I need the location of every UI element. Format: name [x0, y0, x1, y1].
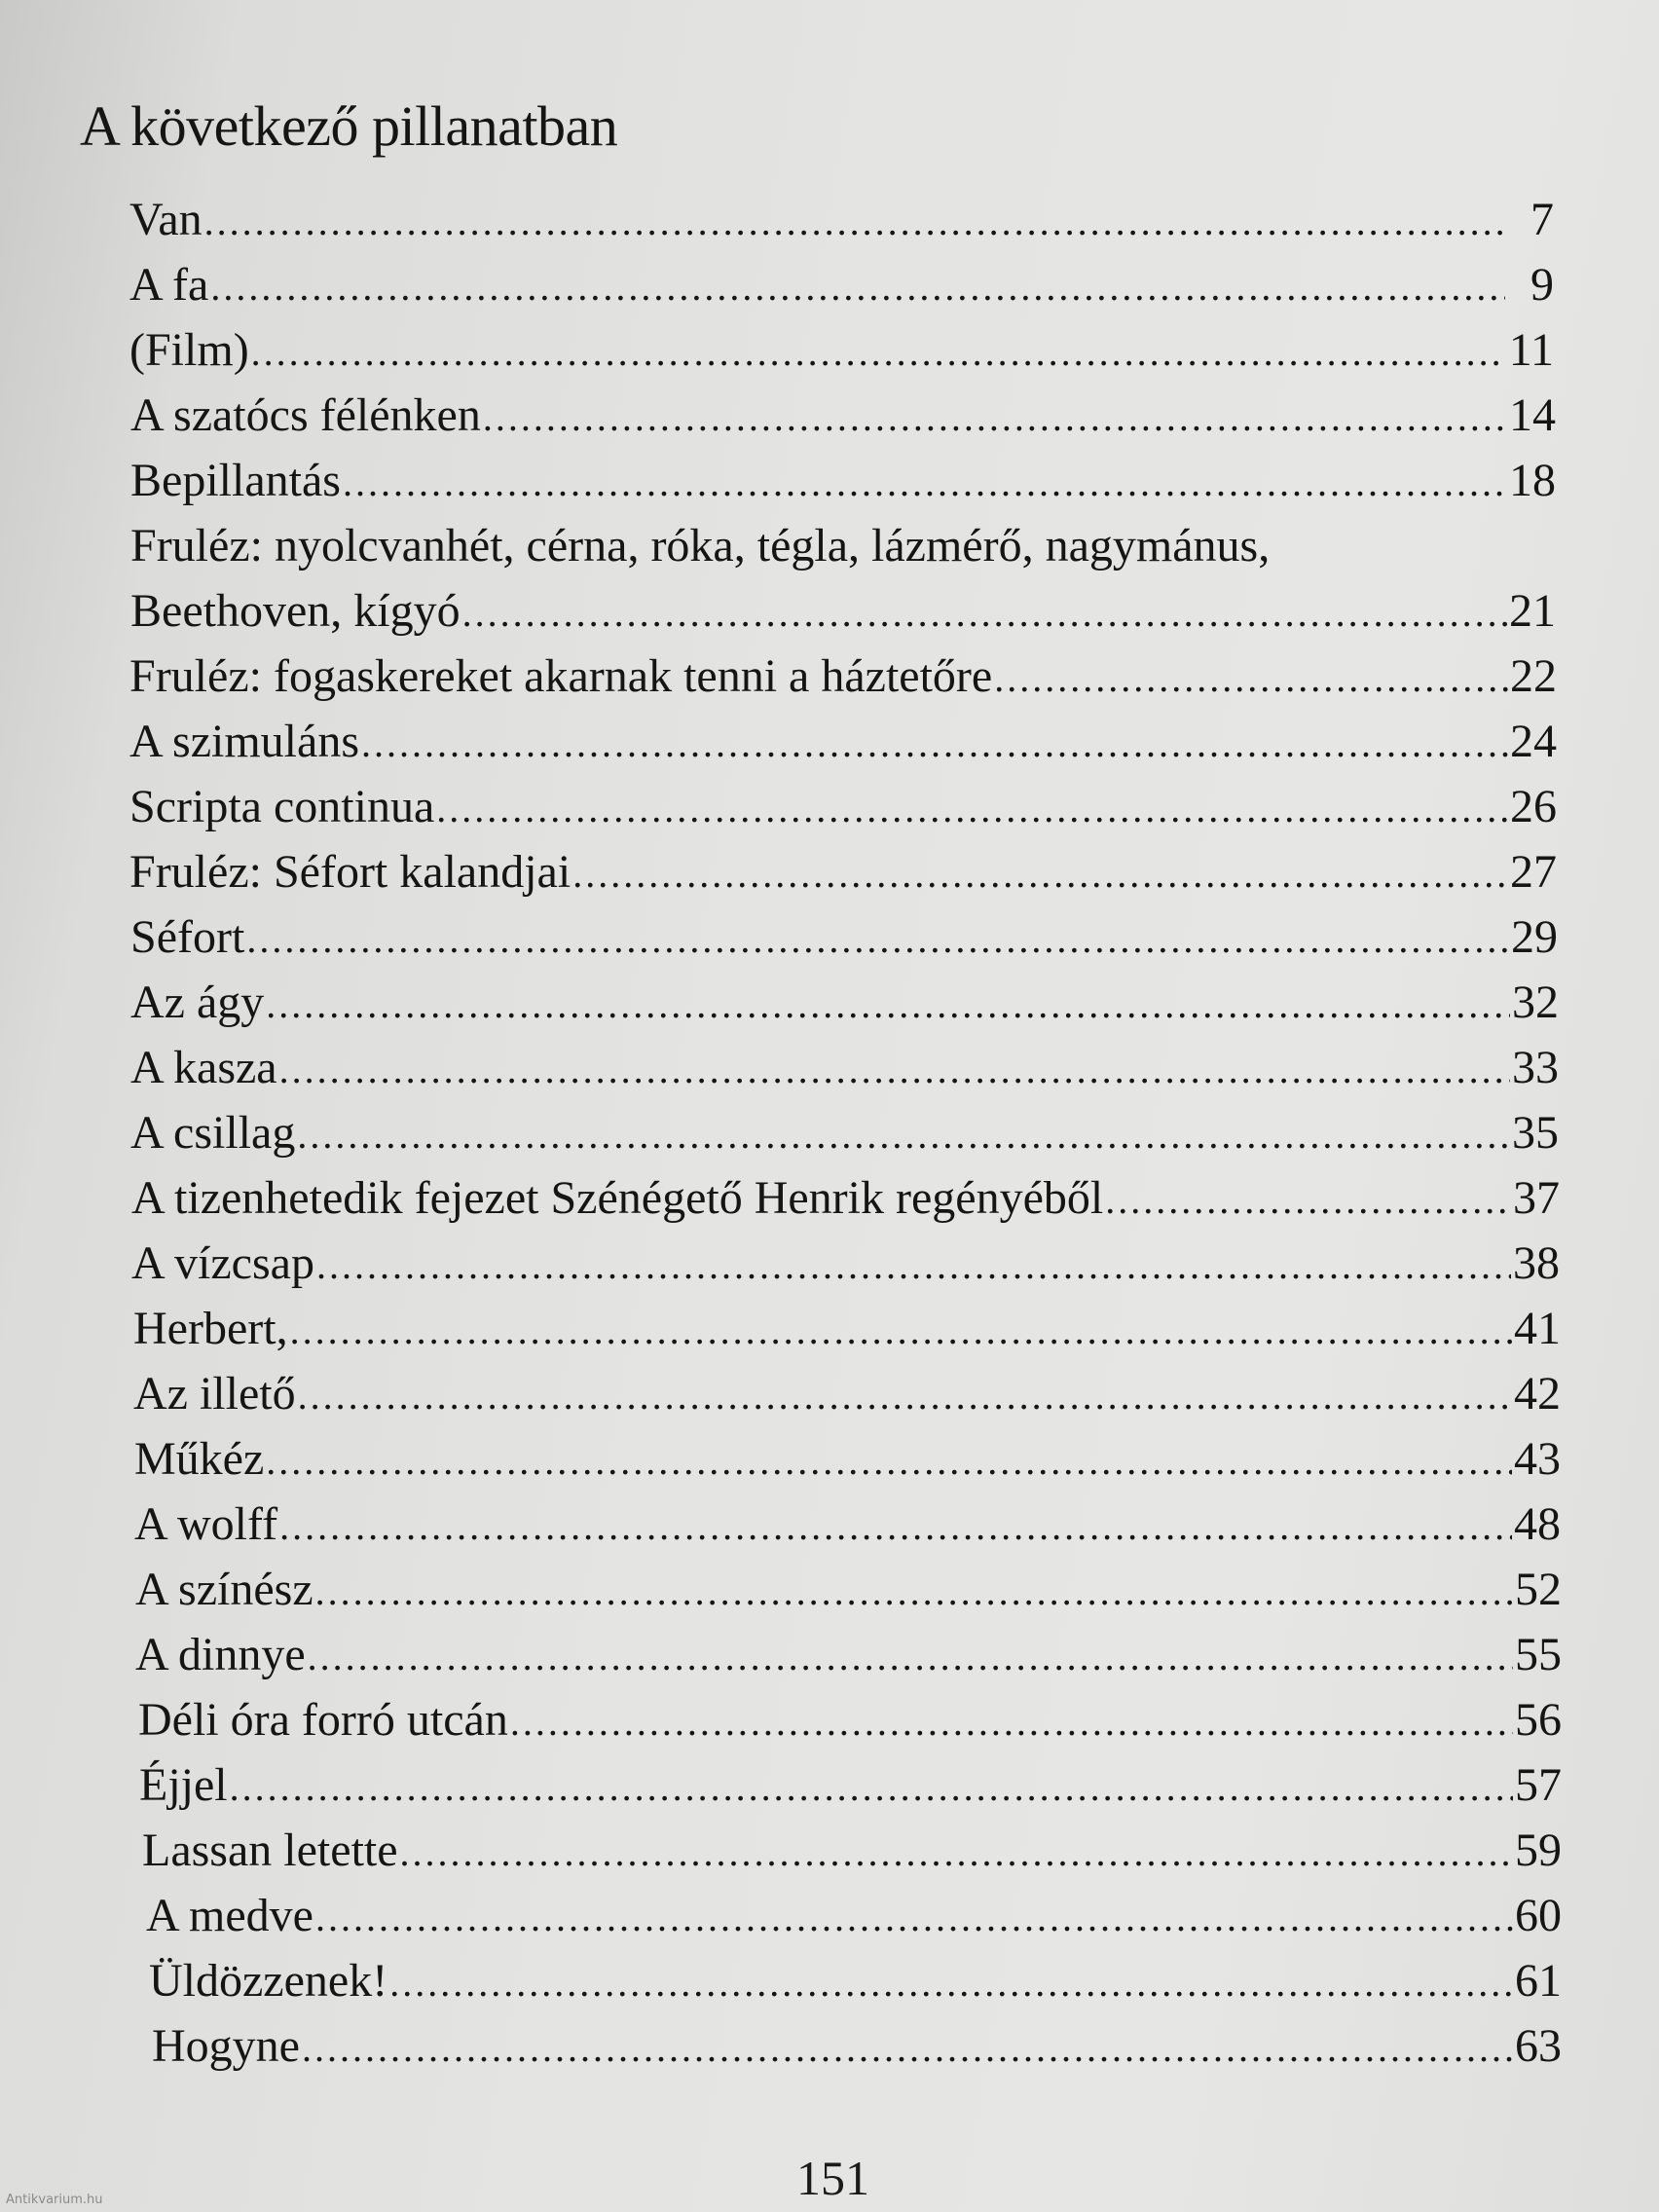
toc-entry — [130, 908, 1558, 967]
dot-leader — [436, 780, 1508, 838]
toc-entry-page: 61 — [1515, 1955, 1562, 2007]
toc-entry-title: A tizenhetedik fejezet Szénégető Henrik regényéből — [131, 1172, 1104, 1224]
toc-entry-page: 56 — [1515, 1694, 1562, 1746]
dot-leader — [994, 649, 1508, 708]
toc-entry-title-first-line: Fruléz: nyolcvanhét, cérna, róka, tégla, lázmérő, nagymánus, — [130, 520, 1271, 571]
toc-entry — [129, 191, 1554, 249]
dot-leader — [361, 715, 1508, 773]
toc-entry-page: 14 — [1509, 389, 1556, 441]
toc-entry — [130, 1039, 1559, 1097]
toc-entry-page: 29 — [1511, 911, 1558, 963]
dot-leader — [298, 1367, 1512, 1425]
dot-leader — [1105, 1171, 1511, 1230]
toc-entry-page: 18 — [1509, 455, 1556, 506]
toc-entry — [135, 1561, 1562, 1619]
toc-entry-title: Az illető — [133, 1368, 296, 1419]
toc-entry — [134, 1495, 1561, 1554]
toc-entry — [138, 1691, 1562, 1750]
toc-entry-title: Fruléz: fogaskereket akarnak tenni a háztetőre — [129, 650, 993, 702]
toc-entry-title: A fa — [129, 259, 209, 311]
dot-leader — [315, 1563, 1513, 1621]
toc-entry-page: 57 — [1515, 1759, 1562, 1811]
dot-leader — [251, 323, 1505, 382]
toc-entry — [133, 1300, 1561, 1358]
toc-entry — [149, 1952, 1562, 2010]
toc-entry — [129, 321, 1554, 380]
toc-entry-title: Van — [129, 194, 203, 245]
toc-entry-page: 24 — [1510, 716, 1557, 767]
toc-entry-title: A vízcsap — [131, 1237, 314, 1289]
dot-leader — [279, 1497, 1512, 1556]
toc-entry-page: 41 — [1514, 1303, 1561, 1354]
toc-entry-title: Déli óra forró utcán — [138, 1694, 508, 1746]
toc-entry — [129, 778, 1557, 836]
dot-leader — [279, 1041, 1510, 1099]
toc-entry-title: (Film) — [129, 324, 249, 376]
toc-entry — [134, 1430, 1561, 1489]
dot-leader — [400, 1824, 1513, 1882]
dot-leader — [316, 1236, 1511, 1295]
toc-entry-page: 26 — [1510, 781, 1557, 832]
toc-entry — [152, 2017, 1562, 2076]
dot-leader — [462, 584, 1507, 643]
toc-entry-title: A szatócs félénken — [130, 389, 481, 441]
toc-entry-title: A dinnye — [135, 1629, 306, 1680]
toc-entry-title: A szimuláns — [129, 716, 359, 767]
toc-entry-page: 48 — [1514, 1498, 1561, 1550]
dot-leader — [210, 258, 1505, 316]
toc-entry-page: 33 — [1512, 1042, 1559, 1093]
dot-leader — [204, 193, 1505, 251]
toc-entry — [139, 1756, 1562, 1815]
dot-leader — [246, 910, 1509, 969]
toc-entry-page: 43 — [1514, 1433, 1561, 1485]
toc-entry-page: 22 — [1510, 650, 1557, 702]
toc-entry-page: 11 — [1508, 324, 1554, 376]
toc-entry-page: 63 — [1515, 2020, 1562, 2072]
toc-entry-title: Az ágy — [130, 977, 265, 1028]
dot-leader — [308, 1628, 1513, 1686]
toc-entry-title: A színész — [135, 1564, 313, 1615]
toc-entry-page: 7 — [1530, 194, 1554, 245]
toc-entry-title: Fruléz: Séfort kalandjai — [129, 846, 571, 898]
toc-entry-title: A csillag — [130, 1107, 296, 1159]
toc-entry-page: 52 — [1515, 1564, 1562, 1615]
page-number: 151 — [796, 2151, 869, 2205]
toc-entry-title: A kasza — [130, 1042, 277, 1093]
toc-entry — [131, 1235, 1560, 1293]
toc-entry — [129, 713, 1557, 771]
toc-entry-title: Scripta continua — [129, 781, 435, 832]
toc-entry-title: Bepillantás — [130, 455, 341, 506]
toc-entry-page: 9 — [1530, 259, 1554, 311]
toc-entry-title: A wolff — [134, 1498, 278, 1550]
toc-entry — [130, 582, 1556, 641]
dot-leader — [302, 2019, 1513, 2078]
watermark: Antikvarium.hu — [6, 2193, 103, 2207]
toc-entry-title: Lassan letette — [142, 1825, 398, 1876]
toc-entry-title: Üldözzenek! — [149, 1955, 388, 2007]
dot-leader — [266, 976, 1510, 1034]
toc-entry — [146, 1887, 1562, 1945]
toc-entry-page: 35 — [1512, 1107, 1559, 1159]
toc-entry — [142, 1822, 1562, 1880]
dot-leader — [510, 1693, 1513, 1751]
toc-entry-page: 55 — [1515, 1629, 1562, 1680]
toc-entry-title: Műkéz — [134, 1433, 265, 1485]
toc-entry — [130, 974, 1559, 1032]
dot-leader — [572, 845, 1508, 903]
toc-entry-page: 32 — [1512, 977, 1559, 1028]
toc-entry — [131, 1169, 1560, 1228]
toc-entry-page: 60 — [1515, 1890, 1562, 1941]
section-title: A következő pillanatban — [80, 94, 618, 158]
toc-entry-title-continuation: Beethoven, kígyó — [130, 585, 461, 637]
toc-entry — [130, 387, 1556, 445]
toc-entry — [130, 1104, 1559, 1162]
toc-entry-title: Éjjel — [139, 1759, 228, 1811]
toc-entry-page: 27 — [1510, 846, 1557, 898]
dot-leader — [230, 1758, 1513, 1817]
toc-entry — [129, 647, 1557, 706]
dot-leader — [343, 454, 1507, 512]
toc-entry-title: Hogyne — [152, 2020, 300, 2072]
dot-leader — [389, 1954, 1513, 2012]
toc-entry-page: 37 — [1513, 1172, 1560, 1224]
toc-entry-title: Herbert, — [133, 1303, 288, 1354]
toc-entry-page: 59 — [1515, 1825, 1562, 1876]
toc-entry-page: 21 — [1509, 585, 1556, 637]
toc-entry — [129, 256, 1554, 314]
toc-entry — [135, 1626, 1562, 1684]
dot-leader — [266, 1432, 1512, 1491]
toc-entry-title: A medve — [146, 1890, 313, 1941]
dot-leader — [290, 1302, 1512, 1360]
dot-leader — [315, 1889, 1513, 1947]
dot-leader — [483, 388, 1507, 447]
toc-entry-page: 38 — [1513, 1237, 1560, 1289]
toc-entry-title: Séfort — [130, 911, 245, 963]
toc-entry — [133, 1365, 1561, 1423]
toc-entry — [130, 452, 1556, 510]
dot-leader — [297, 1106, 1510, 1164]
toc-entry-page: 42 — [1514, 1368, 1561, 1419]
toc-entry — [129, 843, 1557, 902]
